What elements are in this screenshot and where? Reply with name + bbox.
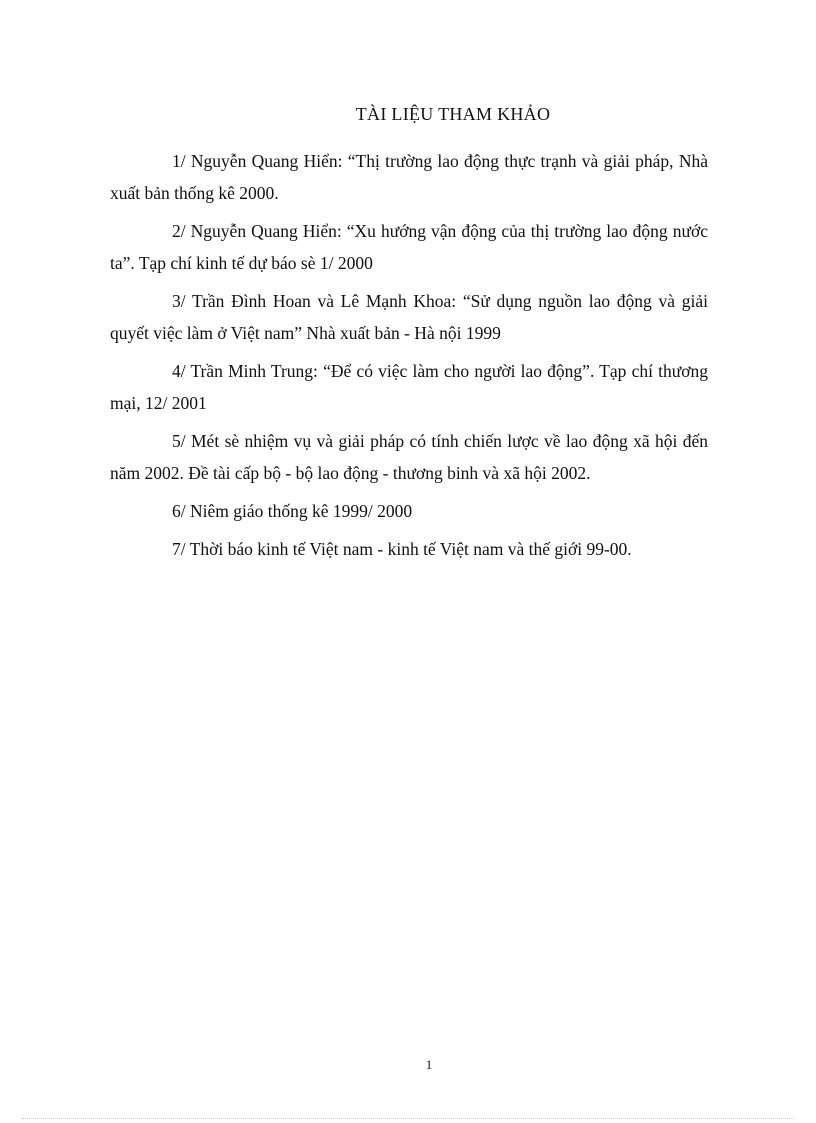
reference-item-6: 6/ Niêm giáo thống kê 1999/ 2000 — [172, 501, 413, 521]
reference-item-5: 5/ Mét sè nhiệm vụ và giải pháp có tính chiến lược về lao động xã hội đến năm 2002. Đề tài cấp bộ - bộ lao động - thương binh và xã hội 2002. — [110, 431, 708, 483]
reference-item-3: 3/ Trần Đình Hoan và Lê Mạnh Khoa: “Sử dụng nguồn lao động và giải quyết việc làm ở Việt nam” Nhà xuất bản - Hà nội 1999 — [110, 291, 708, 343]
reference-item-1: 1/ Nguyễn Quang Hiển: “Thị trường lao động thực trạnh và giải pháp, Nhà xuất bản thống kê 2000. — [110, 151, 708, 203]
page-bottom-divider — [22, 1118, 794, 1119]
page-title: TÀI LIỆU THAM KHẢO — [355, 104, 551, 124]
reference-list — [110, 145, 708, 571]
reference-item-2: 2/ Nguyễn Quang Hiển: “Xu hướng vận động của thị trường lao động nước ta”. Tạp chí kinh tế dự báo sè 1/ 2000 — [110, 221, 708, 273]
reference-item-7: 7/ Thời báo kinh tế Việt nam - kinh tế Việt nam và thế giới 99-00. — [172, 539, 632, 559]
page-number: 1 — [425, 1057, 433, 1072]
reference-item-4: 4/ Trần Minh Trung: “Để có việc làm cho người lao động”. Tạp chí thương mại, 12/ 2001 — [110, 361, 708, 413]
